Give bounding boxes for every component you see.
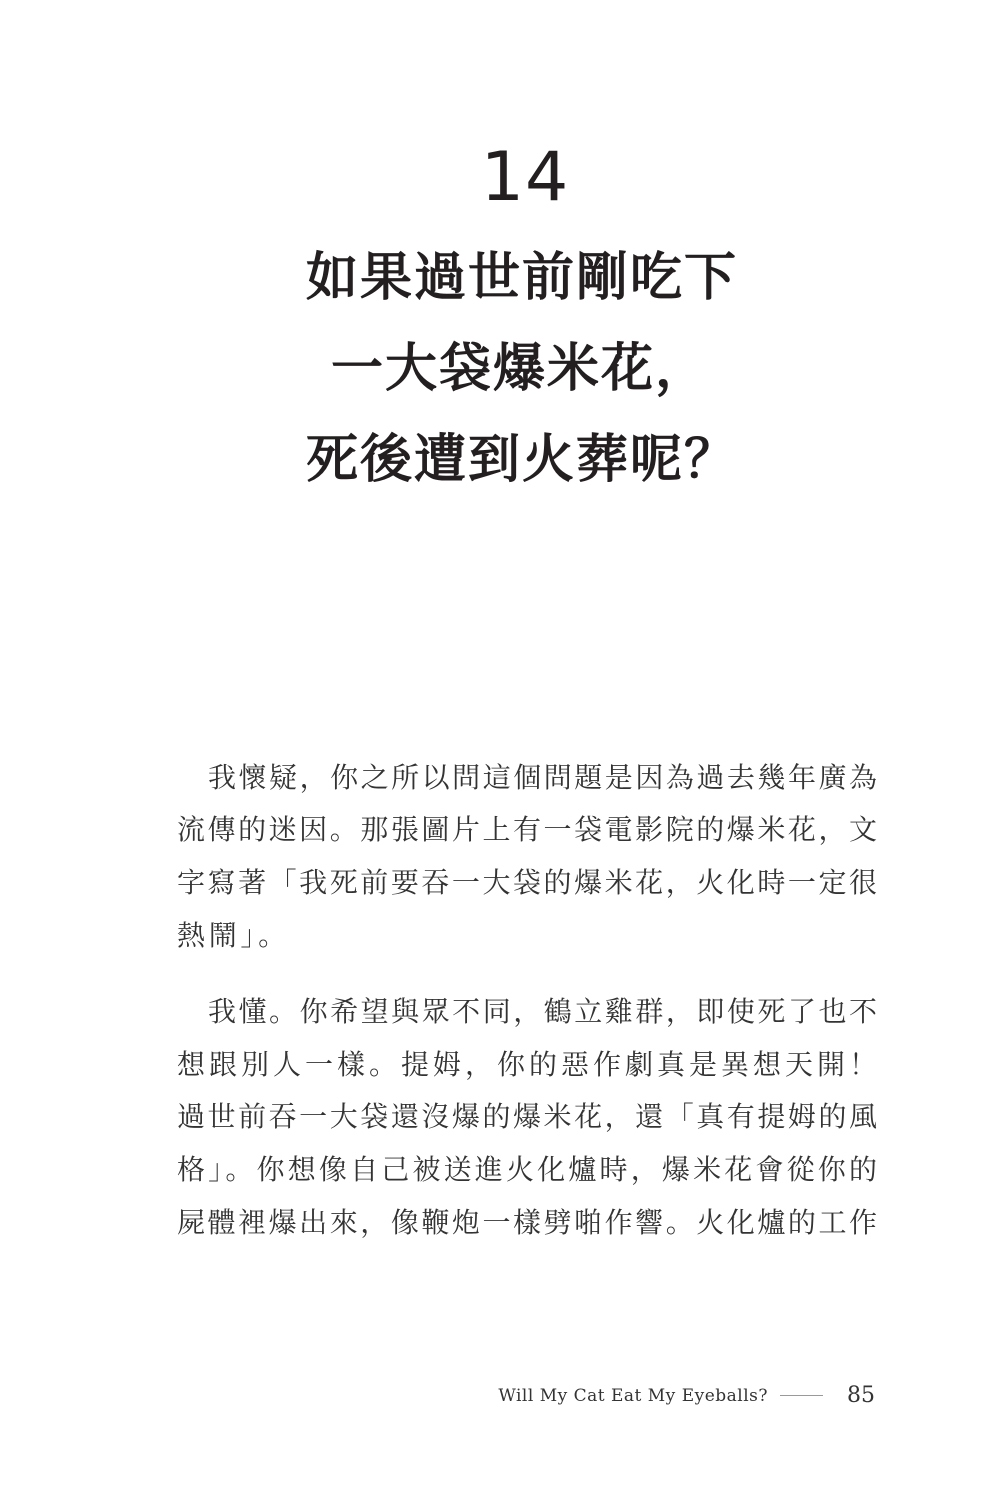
footer-book-title: Will My Cat Eat My Eyeballs? [498,1385,768,1406]
paragraph-line: 格」。你想像自己被送進火化爐時，爆米花會從你的 [177,1153,877,1186]
paragraph-line: 過世前吞一大袋還沒爆的爆米花，還「真有提姆的風 [177,1100,877,1133]
paragraph-line: 屍體裡爆出來，像鞭炮一樣劈啪作響。火化爐的工作 [177,1206,877,1239]
paragraph-line: 流傳的迷因。那張圖片上有一袋電影院的爆米花，文 [177,813,877,846]
running-footer [498,1383,875,1408]
paragraph-line: 字寫著「我死前要吞一大袋的爆米花，火化時一定很 [177,866,877,899]
paragraph-line: 我懂。你希望與眾不同，鶴立雞群，即使死了也不 [208,995,877,1028]
paragraph-line: 我懷疑，你之所以問這個問題是因為過去幾年廣為 [208,761,877,794]
chapter-title-line-2: 一大袋爆米花， [331,339,710,399]
paragraph-line: 熱鬧」。 [177,919,290,952]
chapter-number: 14 [480,138,570,217]
chapter-title-line-1: 如果過世前剛吃下 [306,248,739,308]
page-number: 85 [847,1383,875,1408]
paragraph-line: 想跟別人一樣。提姆，你的惡作劇真是異想天開！ [177,1048,877,1081]
chapter-title-line-3: 死後遭到火葬呢？ [306,430,739,490]
footer-rule-divider [780,1395,823,1396]
